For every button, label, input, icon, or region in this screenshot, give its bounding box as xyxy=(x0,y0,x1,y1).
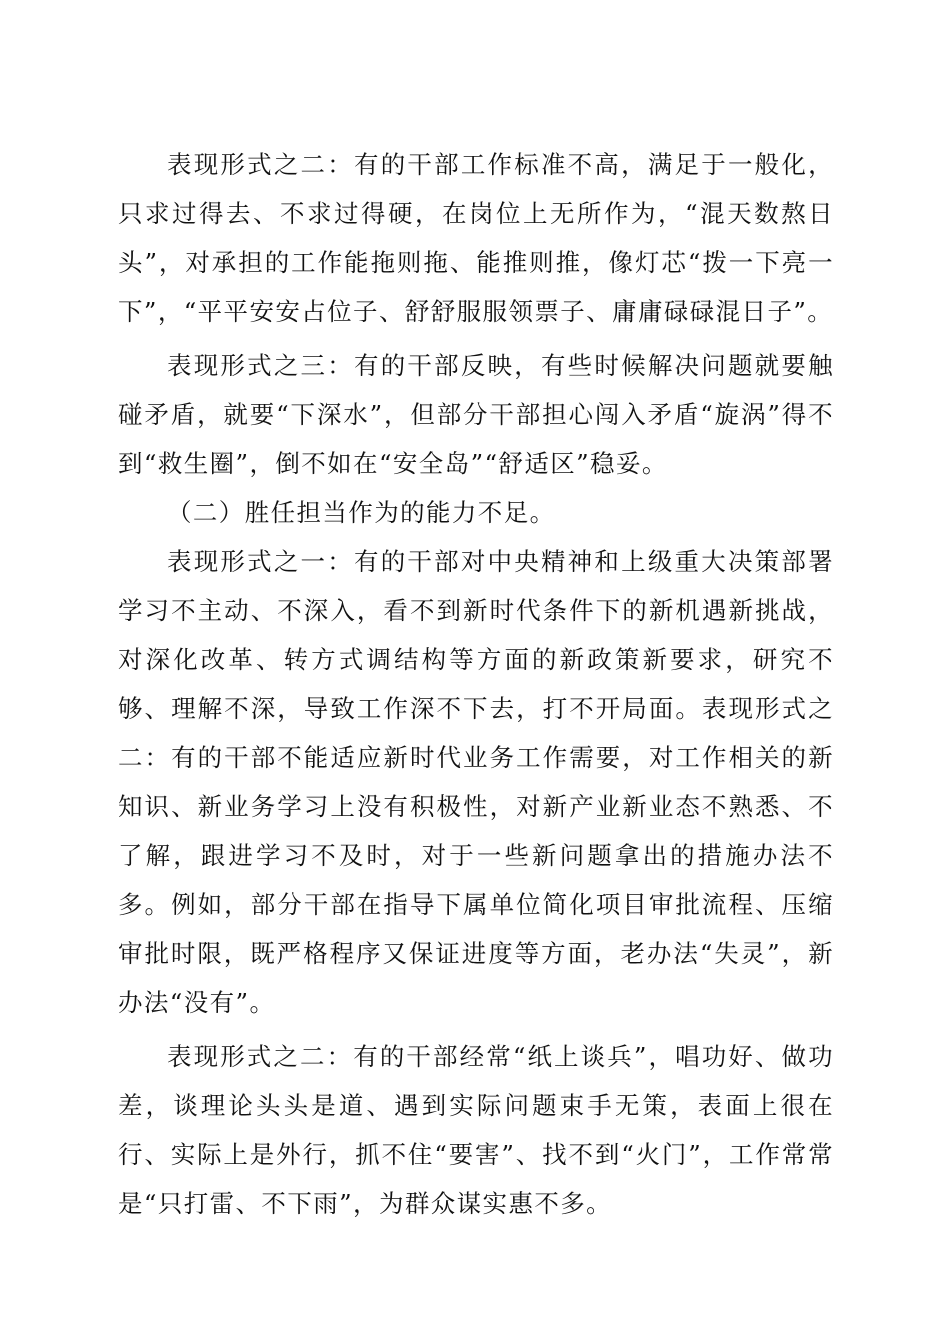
paragraph-form-two: 表现形式之二：有的干部工作标准不高，满足于一般化，只求过得去、不求过得硬，在岗位上无所作为，“混天数熬日头”，对承担的工作能拖则拖、能推则推，像灯芯“拨一下亮一下”，“平平安安占位子、舒舒服服领票子、庸庸碌碌混日子”。 xyxy=(118,150,834,326)
paragraph-form-three: 表现形式之三：有的干部反映，有些时候解决问题就要触碰矛盾，就要“下深水”，但部分干部担心闯入矛盾“旋涡”得不到“救生圈”，倒不如在“安全岛”“舒适区”稳妥。 xyxy=(118,351,834,478)
section-heading-two: （二）胜任担当作为的能力不足。 xyxy=(167,498,556,527)
paragraph-ability-forms: 表现形式之一：有的干部对中央精神和上级重大决策部署学习不主动、不深入，看不到新时代条件下的新机遇新挑战，对深化改革、转方式调结构等方面的新政策新要求，研究不够、理解不深，导致工作深不下去，打不开局面。表现形式之二：有的干部不能适应新时代业务工作需要，对工作相关的新知识、新业务学习上没有积极性，对新产业新业态不熟悉、不了解，跟进学习不及时，对于一些新问题拿出的措施办法不多。例如，部分干部在指导下属单位简化项目审批流程、压缩审批时限，既严格程序又保证进度等方面，老办法“失灵”，新办法“没有”。 xyxy=(118,547,834,1017)
document-body xyxy=(118,140,834,1228)
paragraph-paper-talk: 表现形式之二：有的干部经常“纸上谈兵”，唱功好、做功差，谈理论头头是道、遇到实际问题束手无策，表面上很在行、实际上是外行，抓不住“要害”、找不到“火门”，工作常常是“只打雷、不下雨”，为群众谋实惠不多。 xyxy=(118,1042,834,1218)
